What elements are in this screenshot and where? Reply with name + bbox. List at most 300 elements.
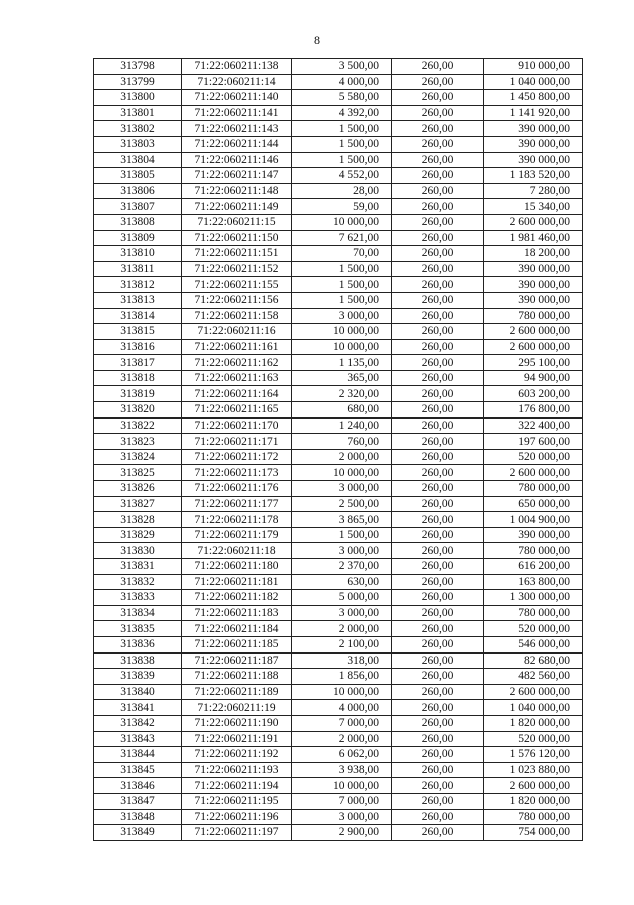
table-row — [94, 434, 583, 450]
cell-record-id: 313840 — [94, 684, 182, 700]
cell-cadastral-value: 780 000,00 — [484, 809, 583, 825]
cell-cadastral-number: 71:22:060211:162 — [182, 355, 292, 371]
cell-rate: 260,00 — [392, 59, 484, 75]
table-row — [94, 402, 583, 418]
table-row — [94, 669, 583, 685]
cell-rate: 260,00 — [392, 152, 484, 168]
table-row — [94, 543, 583, 559]
cell-area: 1 240,00 — [292, 418, 392, 434]
table-row — [94, 747, 583, 763]
cell-record-id: 313848 — [94, 809, 182, 825]
cell-record-id: 313844 — [94, 747, 182, 763]
cell-record-id: 313806 — [94, 183, 182, 199]
cell-rate: 260,00 — [392, 183, 484, 199]
cell-cadastral-number: 71:22:060211:191 — [182, 731, 292, 747]
cell-area: 4 552,00 — [292, 168, 392, 184]
cell-record-id: 313843 — [94, 731, 182, 747]
cell-rate: 260,00 — [392, 168, 484, 184]
table-row — [94, 152, 583, 168]
cell-rate: 260,00 — [392, 543, 484, 559]
cell-cadastral-number: 71:22:060211:183 — [182, 605, 292, 621]
cell-rate: 260,00 — [392, 481, 484, 497]
cell-cadastral-value: 1 820 000,00 — [484, 793, 583, 809]
table-row — [94, 246, 583, 262]
cell-record-id: 313826 — [94, 481, 182, 497]
cell-area: 4 392,00 — [292, 105, 392, 121]
cell-area: 10 000,00 — [292, 339, 392, 355]
cell-cadastral-value: 2 600 000,00 — [484, 339, 583, 355]
cell-area: 1 500,00 — [292, 136, 392, 152]
cell-rate: 260,00 — [392, 246, 484, 262]
cell-rate: 260,00 — [392, 762, 484, 778]
table-row — [94, 809, 583, 825]
cell-record-id: 313827 — [94, 496, 182, 512]
table-row — [94, 277, 583, 293]
cadastral-value-table — [93, 58, 583, 841]
cell-cadastral-number: 71:22:060211:18 — [182, 543, 292, 559]
cell-area: 680,00 — [292, 402, 392, 418]
cell-cadastral-value: 754 000,00 — [484, 825, 583, 841]
cell-cadastral-number: 71:22:060211:156 — [182, 292, 292, 308]
cell-rate: 260,00 — [392, 292, 484, 308]
cell-record-id: 313838 — [94, 653, 182, 669]
table-row — [94, 715, 583, 731]
cell-record-id: 313824 — [94, 449, 182, 465]
cell-record-id: 313825 — [94, 465, 182, 481]
cell-area: 1 500,00 — [292, 292, 392, 308]
cell-cadastral-value: 1 040 000,00 — [484, 700, 583, 716]
cell-cadastral-value: 2 600 000,00 — [484, 778, 583, 794]
cell-cadastral-value: 1 004 900,00 — [484, 512, 583, 528]
cell-cadastral-value: 650 000,00 — [484, 496, 583, 512]
cell-cadastral-number: 71:22:060211:149 — [182, 199, 292, 215]
cell-cadastral-value: 322 400,00 — [484, 418, 583, 434]
cell-rate: 260,00 — [392, 90, 484, 106]
cell-area: 365,00 — [292, 370, 392, 386]
cell-area: 4 000,00 — [292, 74, 392, 90]
table-row — [94, 90, 583, 106]
cell-record-id: 313804 — [94, 152, 182, 168]
cell-cadastral-value: 390 000,00 — [484, 277, 583, 293]
cell-record-id: 313809 — [94, 230, 182, 246]
cell-record-id: 313813 — [94, 292, 182, 308]
cell-cadastral-value: 1 981 460,00 — [484, 230, 583, 246]
cell-cadastral-value: 603 200,00 — [484, 386, 583, 402]
cell-cadastral-number: 71:22:060211:146 — [182, 152, 292, 168]
cell-cadastral-number: 71:22:060211:177 — [182, 496, 292, 512]
cell-area: 630,00 — [292, 574, 392, 590]
table-row — [94, 74, 583, 90]
table-row — [94, 636, 583, 652]
cell-rate: 260,00 — [392, 465, 484, 481]
cell-cadastral-number: 71:22:060211:195 — [182, 793, 292, 809]
cell-cadastral-value: 1 023 880,00 — [484, 762, 583, 778]
cell-cadastral-number: 71:22:060211:172 — [182, 449, 292, 465]
cell-rate: 260,00 — [392, 700, 484, 716]
cell-area: 1 856,00 — [292, 669, 392, 685]
table-row — [94, 261, 583, 277]
table-row — [94, 324, 583, 340]
cell-area: 1 500,00 — [292, 121, 392, 137]
cell-area: 1 500,00 — [292, 261, 392, 277]
cell-cadastral-value: 1 040 000,00 — [484, 74, 583, 90]
cell-record-id: 313829 — [94, 527, 182, 543]
cell-cadastral-number: 71:22:060211:173 — [182, 465, 292, 481]
cell-cadastral-value: 520 000,00 — [484, 449, 583, 465]
table-row — [94, 825, 583, 841]
cell-rate: 260,00 — [392, 277, 484, 293]
table-row — [94, 136, 583, 152]
table-row — [94, 793, 583, 809]
cell-rate: 260,00 — [392, 731, 484, 747]
cell-cadastral-value: 910 000,00 — [484, 59, 583, 75]
cell-area: 3 000,00 — [292, 308, 392, 324]
cell-record-id: 313823 — [94, 434, 182, 450]
cell-record-id: 313810 — [94, 246, 182, 262]
table-row — [94, 214, 583, 230]
table-row — [94, 778, 583, 794]
cell-record-id: 313842 — [94, 715, 182, 731]
cell-cadastral-number: 71:22:060211:164 — [182, 386, 292, 402]
cell-rate: 260,00 — [392, 793, 484, 809]
table-row — [94, 355, 583, 371]
table-row — [94, 370, 583, 386]
cell-record-id: 313808 — [94, 214, 182, 230]
cell-record-id: 313798 — [94, 59, 182, 75]
cell-cadastral-number: 71:22:060211:193 — [182, 762, 292, 778]
cell-record-id: 313801 — [94, 105, 182, 121]
table-row — [94, 465, 583, 481]
cell-cadastral-number: 71:22:060211:14 — [182, 74, 292, 90]
cell-record-id: 313805 — [94, 168, 182, 184]
cell-area: 4 000,00 — [292, 700, 392, 716]
cell-record-id: 313807 — [94, 199, 182, 215]
cell-record-id: 313816 — [94, 339, 182, 355]
cell-rate: 260,00 — [392, 230, 484, 246]
cell-cadastral-number: 71:22:060211:19 — [182, 700, 292, 716]
cell-area: 10 000,00 — [292, 465, 392, 481]
cell-area: 59,00 — [292, 199, 392, 215]
cell-rate: 260,00 — [392, 825, 484, 841]
cell-cadastral-value: 2 600 000,00 — [484, 324, 583, 340]
cell-record-id: 313811 — [94, 261, 182, 277]
table-row — [94, 339, 583, 355]
cell-record-id: 313802 — [94, 121, 182, 137]
cell-record-id: 313814 — [94, 308, 182, 324]
cell-area: 7 000,00 — [292, 793, 392, 809]
cell-rate: 260,00 — [392, 636, 484, 652]
cell-area: 5 000,00 — [292, 590, 392, 606]
cell-area: 2 100,00 — [292, 636, 392, 652]
cell-cadastral-number: 71:22:060211:171 — [182, 434, 292, 450]
cell-record-id: 313833 — [94, 590, 182, 606]
cell-cadastral-value: 780 000,00 — [484, 543, 583, 559]
cell-cadastral-number: 71:22:060211:187 — [182, 653, 292, 669]
cell-rate: 260,00 — [392, 121, 484, 137]
cell-record-id: 313834 — [94, 605, 182, 621]
table-body — [94, 59, 583, 841]
cell-area: 1 500,00 — [292, 527, 392, 543]
cell-rate: 260,00 — [392, 261, 484, 277]
cell-area: 3 500,00 — [292, 59, 392, 75]
table-row — [94, 512, 583, 528]
table-row — [94, 496, 583, 512]
table-row — [94, 700, 583, 716]
cell-rate: 260,00 — [392, 653, 484, 669]
cell-area: 10 000,00 — [292, 324, 392, 340]
table-row — [94, 731, 583, 747]
cell-rate: 260,00 — [392, 621, 484, 637]
cell-rate: 260,00 — [392, 418, 484, 434]
cell-cadastral-number: 71:22:060211:16 — [182, 324, 292, 340]
cell-cadastral-number: 71:22:060211:138 — [182, 59, 292, 75]
table-row — [94, 308, 583, 324]
cell-record-id: 313846 — [94, 778, 182, 794]
cell-cadastral-value: 780 000,00 — [484, 308, 583, 324]
cell-cadastral-value: 482 560,00 — [484, 669, 583, 685]
cell-cadastral-number: 71:22:060211:176 — [182, 481, 292, 497]
cell-rate: 260,00 — [392, 339, 484, 355]
cell-area: 3 000,00 — [292, 543, 392, 559]
cell-area: 3 000,00 — [292, 809, 392, 825]
cell-cadastral-number: 71:22:060211:152 — [182, 261, 292, 277]
cell-cadastral-number: 71:22:060211:147 — [182, 168, 292, 184]
cell-cadastral-value: 1 820 000,00 — [484, 715, 583, 731]
cell-rate: 260,00 — [392, 605, 484, 621]
cell-cadastral-number: 71:22:060211:184 — [182, 621, 292, 637]
table-row — [94, 621, 583, 637]
cell-cadastral-value: 390 000,00 — [484, 136, 583, 152]
table-row — [94, 559, 583, 575]
cell-rate: 260,00 — [392, 199, 484, 215]
cell-cadastral-value: 2 600 000,00 — [484, 214, 583, 230]
cell-area: 1 500,00 — [292, 277, 392, 293]
cell-record-id: 313819 — [94, 386, 182, 402]
cell-area: 10 000,00 — [292, 214, 392, 230]
cell-area: 2 000,00 — [292, 449, 392, 465]
cell-record-id: 313818 — [94, 370, 182, 386]
cell-cadastral-number: 71:22:060211:163 — [182, 370, 292, 386]
cell-area: 7 000,00 — [292, 715, 392, 731]
cell-cadastral-number: 71:22:060211:181 — [182, 574, 292, 590]
cell-area: 2 900,00 — [292, 825, 392, 841]
cell-area: 10 000,00 — [292, 778, 392, 794]
cell-cadastral-number: 71:22:060211:178 — [182, 512, 292, 528]
table-row — [94, 168, 583, 184]
cell-cadastral-value: 390 000,00 — [484, 527, 583, 543]
cell-cadastral-number: 71:22:060211:189 — [182, 684, 292, 700]
table-row — [94, 59, 583, 75]
cell-cadastral-value: 780 000,00 — [484, 481, 583, 497]
cell-area: 760,00 — [292, 434, 392, 450]
cell-record-id: 313832 — [94, 574, 182, 590]
cell-record-id: 313835 — [94, 621, 182, 637]
cell-record-id: 313803 — [94, 136, 182, 152]
cell-cadastral-number: 71:22:060211:148 — [182, 183, 292, 199]
cell-cadastral-number: 71:22:060211:165 — [182, 402, 292, 418]
table-row — [94, 183, 583, 199]
cell-rate: 260,00 — [392, 402, 484, 418]
cell-cadastral-number: 71:22:060211:150 — [182, 230, 292, 246]
cell-cadastral-value: 18 200,00 — [484, 246, 583, 262]
table-row — [94, 590, 583, 606]
cell-cadastral-value: 390 000,00 — [484, 152, 583, 168]
cell-cadastral-value: 520 000,00 — [484, 621, 583, 637]
cell-rate: 260,00 — [392, 527, 484, 543]
cell-cadastral-number: 71:22:060211:15 — [182, 214, 292, 230]
cell-cadastral-number: 71:22:060211:141 — [182, 105, 292, 121]
cell-area: 2 500,00 — [292, 496, 392, 512]
cell-cadastral-number: 71:22:060211:180 — [182, 559, 292, 575]
cell-cadastral-number: 71:22:060211:140 — [182, 90, 292, 106]
cell-area: 2 320,00 — [292, 386, 392, 402]
cell-area: 70,00 — [292, 246, 392, 262]
cell-record-id: 313815 — [94, 324, 182, 340]
cell-record-id: 313847 — [94, 793, 182, 809]
cell-record-id: 313820 — [94, 402, 182, 418]
table-row — [94, 481, 583, 497]
table-row — [94, 449, 583, 465]
cell-record-id: 313800 — [94, 90, 182, 106]
table-row — [94, 527, 583, 543]
cell-rate: 260,00 — [392, 512, 484, 528]
table-row — [94, 292, 583, 308]
cell-area: 1 135,00 — [292, 355, 392, 371]
cell-cadastral-number: 71:22:060211:188 — [182, 669, 292, 685]
cell-cadastral-value: 546 000,00 — [484, 636, 583, 652]
cell-rate: 260,00 — [392, 449, 484, 465]
cell-record-id: 313839 — [94, 669, 182, 685]
cell-cadastral-value: 390 000,00 — [484, 121, 583, 137]
cell-area: 318,00 — [292, 653, 392, 669]
cell-record-id: 313817 — [94, 355, 182, 371]
cell-cadastral-number: 71:22:060211:194 — [182, 778, 292, 794]
cell-rate: 260,00 — [392, 496, 484, 512]
cell-rate: 260,00 — [392, 434, 484, 450]
cell-rate: 260,00 — [392, 669, 484, 685]
table-row — [94, 386, 583, 402]
cell-cadastral-value: 520 000,00 — [484, 731, 583, 747]
cell-cadastral-value: 1 141 920,00 — [484, 105, 583, 121]
cell-cadastral-number: 71:22:060211:197 — [182, 825, 292, 841]
cell-rate: 260,00 — [392, 370, 484, 386]
cell-area: 5 580,00 — [292, 90, 392, 106]
cell-area: 2 000,00 — [292, 731, 392, 747]
cell-cadastral-value: 295 100,00 — [484, 355, 583, 371]
cell-record-id: 313845 — [94, 762, 182, 778]
cell-cadastral-value: 616 200,00 — [484, 559, 583, 575]
cell-cadastral-value: 1 300 000,00 — [484, 590, 583, 606]
cell-cadastral-value: 1 576 120,00 — [484, 747, 583, 763]
cell-rate: 260,00 — [392, 747, 484, 763]
cell-cadastral-value: 82 680,00 — [484, 653, 583, 669]
cell-area: 3 938,00 — [292, 762, 392, 778]
cell-cadastral-number: 71:22:060211:151 — [182, 246, 292, 262]
cell-rate: 260,00 — [392, 778, 484, 794]
cell-record-id: 313830 — [94, 543, 182, 559]
table-row — [94, 574, 583, 590]
cell-cadastral-value: 94 900,00 — [484, 370, 583, 386]
cell-area: 2 000,00 — [292, 621, 392, 637]
cell-rate: 260,00 — [392, 715, 484, 731]
cell-cadastral-value: 15 340,00 — [484, 199, 583, 215]
cell-record-id: 313828 — [94, 512, 182, 528]
cell-cadastral-value: 176 800,00 — [484, 402, 583, 418]
cell-rate: 260,00 — [392, 105, 484, 121]
table-row — [94, 230, 583, 246]
cell-cadastral-value: 2 600 000,00 — [484, 465, 583, 481]
cell-area: 7 621,00 — [292, 230, 392, 246]
cell-cadastral-number: 71:22:060211:190 — [182, 715, 292, 731]
cell-cadastral-value: 390 000,00 — [484, 292, 583, 308]
cell-area: 3 000,00 — [292, 605, 392, 621]
cell-record-id: 313831 — [94, 559, 182, 575]
cell-record-id: 313841 — [94, 700, 182, 716]
cell-area: 3 865,00 — [292, 512, 392, 528]
cell-record-id: 313822 — [94, 418, 182, 434]
cell-cadastral-number: 71:22:060211:182 — [182, 590, 292, 606]
cell-rate: 260,00 — [392, 590, 484, 606]
cell-rate: 260,00 — [392, 136, 484, 152]
cell-cadastral-number: 71:22:060211:158 — [182, 308, 292, 324]
table-row — [94, 199, 583, 215]
cell-cadastral-number: 71:22:060211:196 — [182, 809, 292, 825]
cell-cadastral-number: 71:22:060211:155 — [182, 277, 292, 293]
cell-record-id: 313849 — [94, 825, 182, 841]
cell-cadastral-value: 7 280,00 — [484, 183, 583, 199]
cell-rate: 260,00 — [392, 684, 484, 700]
cell-cadastral-number: 71:22:060211:161 — [182, 339, 292, 355]
table-row — [94, 418, 583, 434]
cell-rate: 260,00 — [392, 355, 484, 371]
cell-record-id: 313812 — [94, 277, 182, 293]
cell-rate: 260,00 — [392, 809, 484, 825]
cell-record-id: 313836 — [94, 636, 182, 652]
table-row — [94, 684, 583, 700]
cell-cadastral-number: 71:22:060211:170 — [182, 418, 292, 434]
table-row — [94, 605, 583, 621]
cell-cadastral-number: 71:22:060211:192 — [182, 747, 292, 763]
cell-cadastral-number: 71:22:060211:185 — [182, 636, 292, 652]
cell-area: 1 500,00 — [292, 152, 392, 168]
cell-area: 6 062,00 — [292, 747, 392, 763]
cell-cadastral-number: 71:22:060211:179 — [182, 527, 292, 543]
cell-cadastral-value: 780 000,00 — [484, 605, 583, 621]
cell-rate: 260,00 — [392, 559, 484, 575]
cell-record-id: 313799 — [94, 74, 182, 90]
cell-cadastral-value: 163 800,00 — [484, 574, 583, 590]
cell-cadastral-value: 1 450 800,00 — [484, 90, 583, 106]
page-number: 8 — [314, 33, 320, 47]
cell-cadastral-number: 71:22:060211:143 — [182, 121, 292, 137]
table-row — [94, 121, 583, 137]
cell-rate: 260,00 — [392, 308, 484, 324]
cell-cadastral-value: 390 000,00 — [484, 261, 583, 277]
cell-cadastral-number: 71:22:060211:144 — [182, 136, 292, 152]
cell-rate: 260,00 — [392, 386, 484, 402]
cell-cadastral-value: 2 600 000,00 — [484, 684, 583, 700]
cell-cadastral-value: 1 183 520,00 — [484, 168, 583, 184]
cell-rate: 260,00 — [392, 324, 484, 340]
cell-rate: 260,00 — [392, 214, 484, 230]
cell-rate: 260,00 — [392, 574, 484, 590]
cell-rate: 260,00 — [392, 74, 484, 90]
cell-area: 28,00 — [292, 183, 392, 199]
table-row — [94, 653, 583, 669]
cell-area: 10 000,00 — [292, 684, 392, 700]
cell-area: 3 000,00 — [292, 481, 392, 497]
cell-area: 2 370,00 — [292, 559, 392, 575]
